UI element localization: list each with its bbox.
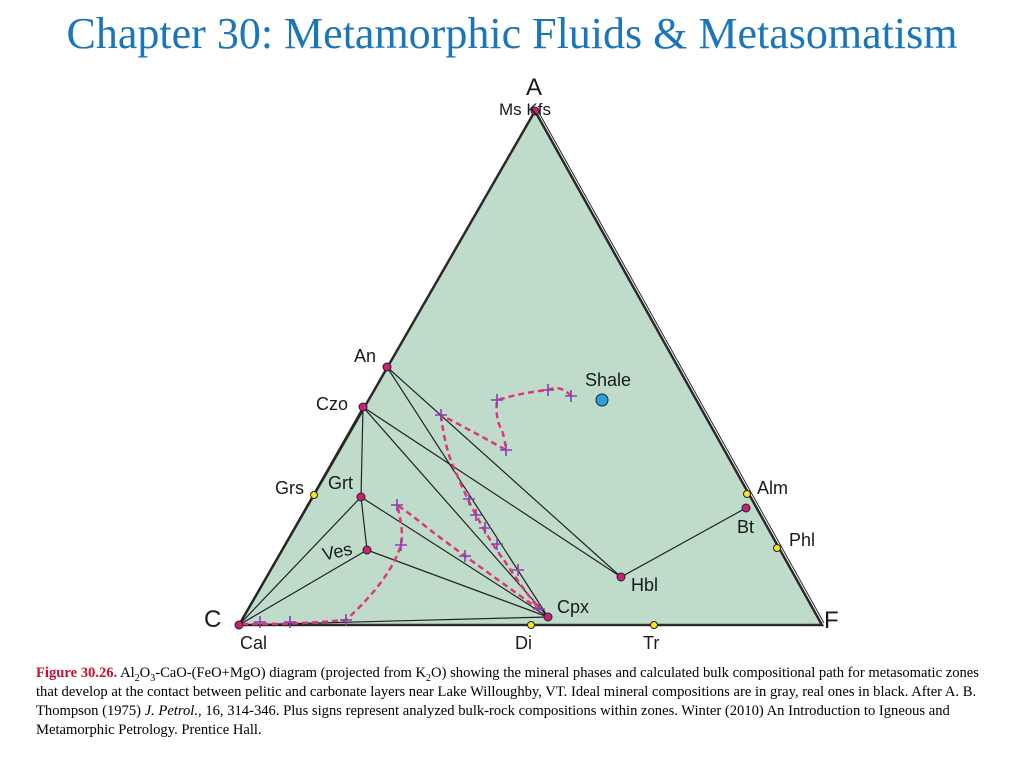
czo-label: Czo (316, 394, 349, 414)
ves-point (363, 546, 371, 554)
hbl-point (617, 573, 625, 581)
di-point (528, 622, 535, 629)
cpx-label: Cpx (557, 597, 590, 617)
caption-text: -CaO-(FeO+MgO) diagram (projected from K (155, 665, 427, 681)
cal-label: Cal (240, 633, 268, 653)
di-label: Di (515, 633, 532, 653)
an-point (383, 363, 391, 371)
vertex-c-label: C (204, 606, 222, 633)
caption-text: O) showing the mineral phases and calculated bulk compositional path for metasomatic zones that develop at the contact between pelitic and carbonate layers near Lake Willoughby, VT. Ideal mineral compositions are in gray, real ones in black. After A. B. Thompson (1975) (36, 665, 979, 719)
slide-title: Chapter 30: Metamorphic Fluids & Metasomatism (66, 9, 958, 58)
vertex-a-label: A (526, 74, 543, 101)
czo-point (359, 403, 367, 411)
tr-point (651, 622, 658, 629)
alm-label: Alm (757, 478, 788, 498)
grt-label: Grt (328, 473, 353, 493)
caption-text: Al (120, 665, 135, 681)
ms-kfs-label: Ms Kfs (499, 100, 551, 119)
alm-point (744, 491, 751, 498)
caption-subscript: 2 (134, 672, 140, 684)
grt-point (357, 493, 365, 501)
hbl-label: Hbl (631, 575, 659, 595)
cpx-point (544, 613, 552, 621)
ves-label: Ves (320, 538, 355, 565)
figure-label: Figure 30.26. (36, 665, 118, 681)
phl-label: Phl (789, 530, 816, 550)
journal-name: J. Petrol. (144, 703, 199, 719)
caption-subscript: 3 (150, 672, 156, 684)
caption-subscript: 2 (426, 672, 432, 684)
vertex-f-label: F (824, 607, 839, 634)
grs-label: Grs (275, 478, 304, 498)
grs-point (311, 492, 318, 499)
bt-label: Bt (737, 517, 755, 537)
cal-point (235, 621, 243, 629)
bt-point (742, 504, 750, 512)
figure-caption (36, 664, 996, 740)
caption-text: , 16, 314-346. Plus signs represent analyzed bulk-rock compositions within zones. Winter (2010) An Introduction to Igneous and Metamorphic Petrology. Prentice Hall. (36, 703, 950, 738)
shale-point (596, 394, 608, 406)
an-label: An (354, 346, 377, 366)
tr-label: Tr (643, 633, 660, 653)
caption-text: O (139, 665, 151, 681)
phl-point (774, 545, 781, 552)
shale-label: Shale (585, 370, 632, 390)
